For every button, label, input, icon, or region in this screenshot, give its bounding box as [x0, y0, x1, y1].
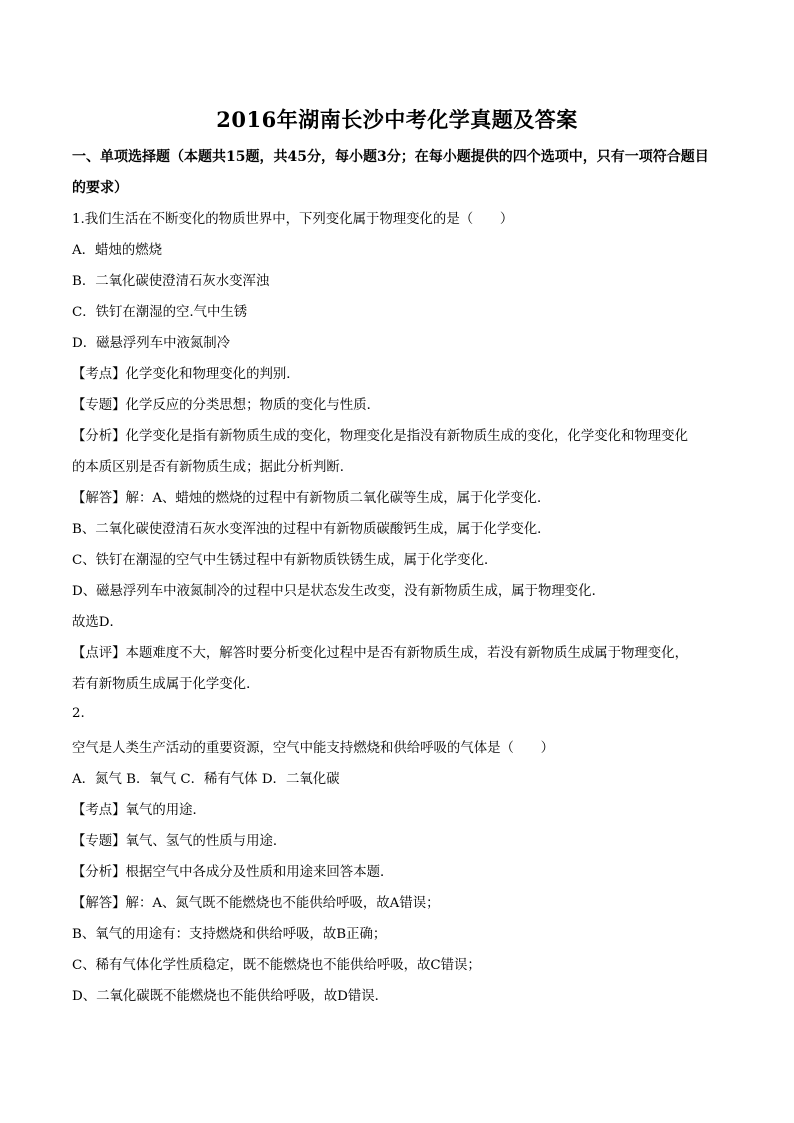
q2-jieda-c: C、稀有气体化学性质稳定，既不能燃烧也不能供给呼吸，故C错误；	[72, 958, 481, 973]
q1-jieda-d: D、磁悬浮列车中液氮制冷的过程中只是状态发生改变，没有新物质生成，属于物理变化．	[72, 584, 605, 599]
q1-fenxi-cont: 的本质区别是否有新物质生成；据此分析判断．	[72, 460, 354, 475]
q1-fenxi: 【分析】化学变化是指有新物质生成的变化，物理变化是指没有新物质生成的变化，化学变化和物理变化	[72, 429, 688, 444]
q1-dianping-cont: 若有新物质生成属于化学变化．	[72, 677, 260, 692]
q1-answer: 故选D．	[72, 615, 123, 630]
q2-kaodian: 【考点】氧气的用途．	[72, 803, 206, 818]
section-heading-cont: 的要求）	[72, 180, 128, 196]
q2-fenxi: 【分析】根据空气中各成分及性质和用途来回答本题．	[72, 865, 394, 880]
q1-dianping: 【点评】本题难度不大，解答时要分析变化过程中是否有新物质生成，若没有新物质生成属于物理变化，	[72, 646, 688, 661]
q1-jieda-b: B、二氧化碳使澄清石灰水变浑浊的过程中有新物质碳酸钙生成，属于化学变化．	[72, 522, 551, 537]
q2-options: A．氮气 B．氧气 C．稀有气体 D．二氧化碳	[72, 772, 340, 787]
q2-zhuanti: 【专题】氧气、氢气的性质与用途．	[72, 834, 287, 849]
q1-jieda: 【解答】解：A、蜡烛的燃烧的过程中有新物质二氧化碳等生成，属于化学变化．	[72, 491, 551, 506]
q1-stem: 1.我们生活在不断变化的物质世界中，下列变化属于物理变化的是（ ）	[72, 212, 514, 227]
q2-jieda: 【解答】解：A、氮气既不能燃烧也不能供给呼吸，故A错误；	[72, 896, 440, 911]
q2-jieda-b: B、氧气的用途有：支持燃烧和供给呼吸，故B正确；	[72, 927, 387, 942]
document-title: 2016年湖南长沙中考化学真题及答案	[216, 107, 578, 132]
q1-option-a: A．蜡烛的燃烧	[72, 243, 163, 258]
q1-zhuanti: 【专题】化学反应的分类思想；物质的变化与性质．	[72, 398, 380, 413]
q1-option-d: D．磁悬浮列车中液氮制冷	[72, 336, 231, 351]
q2-number: 2.	[72, 706, 85, 721]
q2-stem: 空气是人类生产活动的重要资源，空气中能支持燃烧和供给呼吸的气体是（ ）	[72, 741, 555, 756]
q1-kaodian: 【考点】化学变化和物理变化的判别．	[72, 367, 300, 382]
q1-jieda-c: C、铁钉在潮湿的空气中生锈过程中有新物质铁锈生成，属于化学变化．	[72, 553, 498, 568]
q1-option-c: C．铁钉在潮湿的空.气中生锈	[72, 305, 248, 320]
q2-jieda-d: D、二氧化碳既不能燃烧也不能供给呼吸，故D错误．	[72, 989, 389, 1004]
section-heading: 一、单项选择题（本题共15题，共45分，每小题3分；在每小题提供的四个选项中，只有一项符合题目	[72, 149, 709, 165]
q1-option-b: B．二氧化碳使澄清石灰水变浑浊	[72, 274, 270, 289]
